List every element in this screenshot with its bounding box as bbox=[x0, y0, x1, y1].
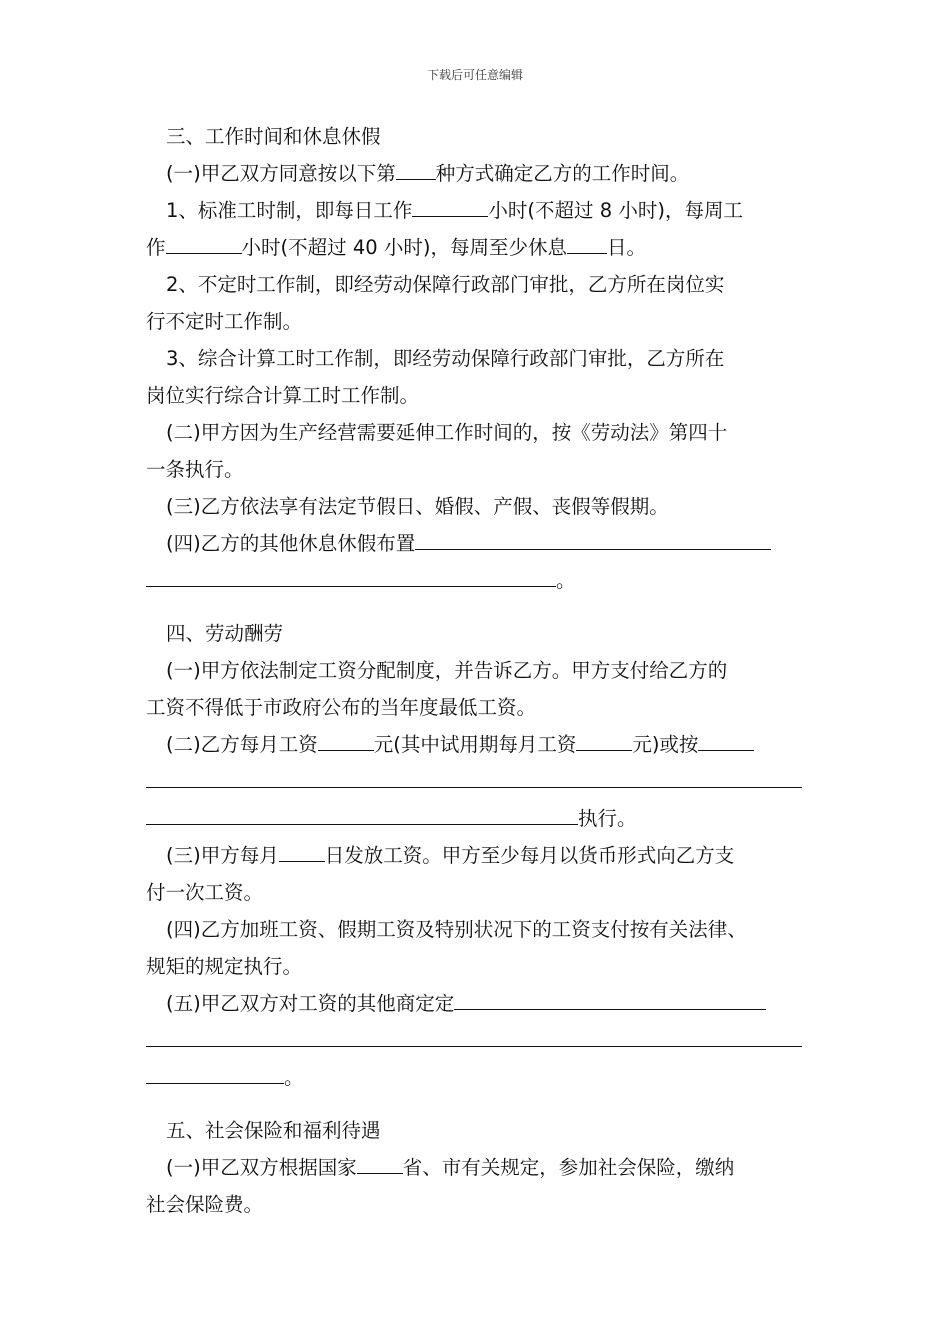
s3-item-2-cont: 行不定时工作制。 bbox=[146, 310, 303, 333]
s3-para-4-cont: 。 bbox=[146, 562, 810, 599]
section-5-title: 五、社会保险和福利待遇 bbox=[166, 1119, 381, 1142]
page-header: 下载后可任意编辑 bbox=[426, 68, 523, 82]
s4-para-3: (三)甲方每月 日发放工资。甲方至少每月以货币形式向乙方支 bbox=[166, 844, 735, 867]
blank-field bbox=[357, 1172, 403, 1174]
s3-item-1-cont: 作 小时(不超过 40 小时)，每周至少休息 日。 bbox=[146, 236, 646, 259]
s4-para-2: (二)乙方每月工资 元(其中试用期每月工资 元)或按 bbox=[146, 726, 810, 763]
blank-field bbox=[146, 786, 802, 788]
s3-item-2: 2、不定时工作制，即经劳动保障行政部门审批，乙方所在岗位实 bbox=[166, 273, 725, 296]
s4-para-1: (一)甲方依法制定工资分配制度，并告诉乙方。甲方支付给乙方的 bbox=[166, 659, 728, 682]
s4-para-2-cont: 执行。 bbox=[146, 800, 810, 837]
s3-item-3-cont: 岗位实行综合计算工时工作制。 bbox=[146, 384, 420, 407]
s4-para-5: (五)甲乙双方对工资的其他商定定 bbox=[146, 985, 810, 1022]
blank-field bbox=[146, 823, 578, 825]
blank-field bbox=[166, 252, 242, 254]
s5-para-1: (一)甲乙双方根据国家 省、市有关规定，参加社会保险，缴纳 bbox=[166, 1156, 735, 1179]
s4-para-5-cont: 。 bbox=[146, 1059, 810, 1096]
blank-field bbox=[396, 178, 436, 180]
s3-item-3: 3、综合计算工时工作制，即经劳动保障行政部门审批，乙方所在 bbox=[166, 347, 725, 370]
s3-para-2: (二)甲方因为生产经营需要延伸工作时间的，按《劳动法》第四十 bbox=[166, 421, 728, 444]
blank-field bbox=[412, 215, 488, 217]
document-body bbox=[146, 118, 810, 1223]
blank-field bbox=[318, 749, 374, 751]
blank-field bbox=[576, 749, 632, 751]
s4-para-3-cont: 付一次工资。 bbox=[146, 881, 264, 904]
blank-field bbox=[146, 585, 556, 587]
s3-item-1: 1、标准工时制，即每日工作 小时(不超过 8 小时)，每周工 bbox=[166, 199, 743, 222]
s3-para-3: (三)乙方依法享有法定节假日、婚假、产假、丧假等假期。 bbox=[166, 495, 669, 518]
blank-field bbox=[698, 749, 754, 751]
s4-para-4-cont: 规矩的规定执行。 bbox=[146, 955, 303, 978]
blank-field bbox=[146, 1082, 284, 1084]
blank-field bbox=[146, 1045, 802, 1047]
s5-para-1-cont: 社会保险费。 bbox=[146, 1193, 264, 1216]
s4-para-4: (四)乙方加班工资、假期工资及特别状况下的工资支付按有关法律、 bbox=[166, 918, 747, 941]
section-4-title: 四、劳动酬劳 bbox=[166, 622, 284, 645]
s4-para-2-blank-line bbox=[146, 763, 810, 800]
s3-para-1: (一)甲乙双方同意按以下第 种方式确定乙方的工作时间。 bbox=[166, 162, 690, 185]
s3-para-2-cont: 一条执行。 bbox=[146, 458, 244, 481]
s3-para-4: (四)乙方的其他休息休假布置 bbox=[146, 525, 810, 562]
blank-field bbox=[454, 1008, 766, 1010]
blank-field bbox=[415, 548, 771, 550]
s4-para-1-cont: 工资不得低于市政府公布的当年度最低工资。 bbox=[146, 696, 537, 719]
section-3-title: 三、工作时间和休息休假 bbox=[166, 125, 381, 148]
s4-para-5-blank-line bbox=[146, 1022, 810, 1059]
blank-field bbox=[279, 860, 325, 862]
blank-field bbox=[567, 252, 607, 254]
